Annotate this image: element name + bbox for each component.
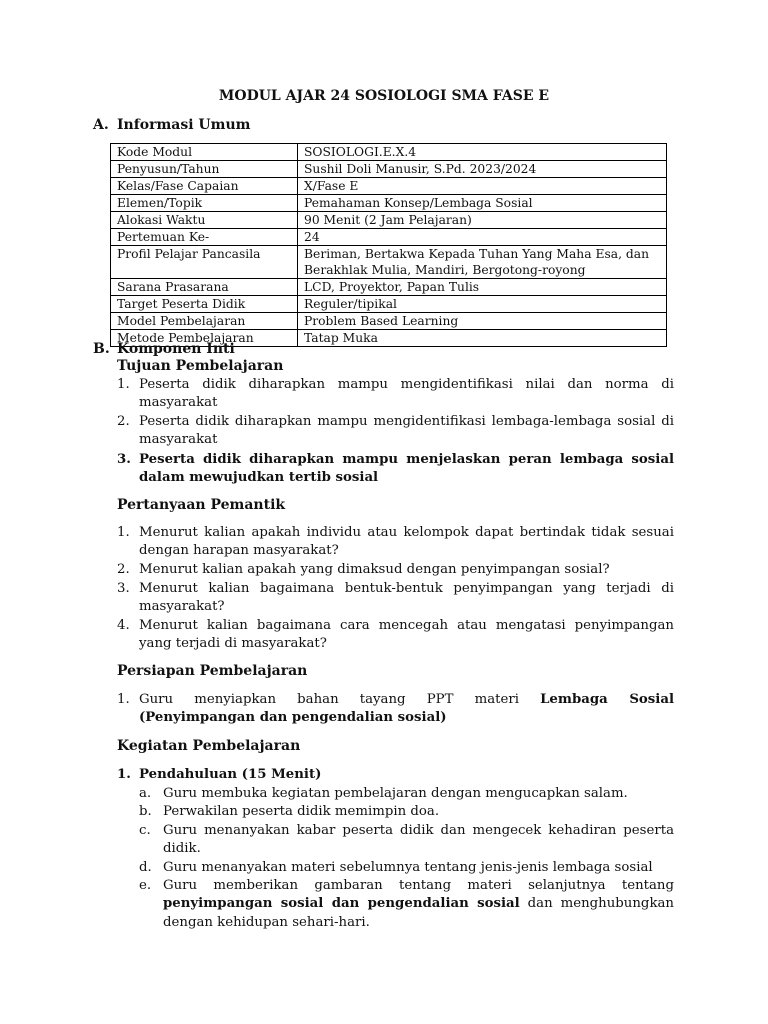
info-row — [111, 178, 667, 195]
info-row — [111, 279, 667, 296]
info-value: Tatap Muka — [298, 330, 667, 347]
kegiatan-subitem: a. Guru membuka kegiatan pembelajaran dengan mengucapkan salam. — [139, 786, 628, 801]
info-table — [110, 143, 667, 347]
info-key: Metode Pembelajaran — [111, 330, 298, 347]
info-row — [111, 246, 667, 279]
section-b-title: Komponen Inti — [117, 341, 235, 357]
kegiatan-subitem: e. Guru memberikan gambaran tentang materi selanjutnya tentang penyimpangan sosial dan pengendalian sosial dan menghubungkan dengan kehidupan sehari-hari. — [139, 878, 674, 930]
kegiatan-subitem: b. Perwakilan peserta didik memimpin doa. — [139, 804, 440, 819]
kegiatan-subitem: d. Guru menanyakan materi sebelumnya tentang jenis-jenis lembaga sosial — [139, 860, 653, 875]
tujuan-item: 3. Peserta didik diharapkan mampu menjelaskan peran lembaga sosial dalam mewujudkan tertib sosial — [117, 452, 674, 486]
pemantik-item: 4. Menurut kalian bagaimana cara mencegah atau mengatasi penyimpangan yang terjadi di masyarakat? — [117, 618, 674, 652]
info-key: Kelas/Fase Capaian — [111, 178, 298, 195]
pemantik-heading: Pertanyaan Pemantik — [117, 497, 286, 513]
persiapan-heading: Persiapan Pembelajaran — [117, 663, 308, 679]
info-value: 90 Menit (2 Jam Pelajaran) — [298, 212, 667, 229]
info-key: Kode Modul — [111, 144, 298, 161]
section-a-heading — [93, 117, 393, 135]
info-row — [111, 212, 667, 229]
info-row — [111, 296, 667, 313]
info-row — [111, 229, 667, 246]
info-value: Sushil Doli Manusir, S.Pd. 2023/2024 — [298, 161, 667, 178]
info-row — [111, 195, 667, 212]
info-row — [111, 313, 667, 330]
info-value: X/Fase E — [298, 178, 667, 195]
info-row — [111, 161, 667, 178]
document-title: MODUL AJAR 24 SOSIOLOGI SMA FASE E — [218, 88, 550, 104]
info-value: Problem Based Learning — [298, 313, 667, 330]
pemantik-item: 1. Menurut kalian apakah individu atau kelompok dapat bertindak tidak sesuai dengan harapan masyarakat? — [117, 525, 674, 559]
info-key: Pertemuan Ke- — [111, 229, 298, 246]
kegiatan-subitem: c. Guru menanyakan kabar peserta didik dan mengecek kehadiran peserta didik. — [139, 823, 674, 857]
kegiatan-step: 1. Pendahuluan (15 Menit) — [117, 767, 322, 782]
tujuan-item: 1. Peserta didik diharapkan mampu mengidentifikasi nilai dan norma di masyarakat — [117, 377, 674, 411]
info-value: Reguler/tipikal — [298, 296, 667, 313]
tujuan-item: 2. Peserta didik diharapkan mampu mengidentifikasi lembaga-lembaga sosial di masyarakat — [117, 414, 674, 448]
info-key: Profil Pelajar Pancasila — [111, 246, 298, 279]
info-key: Sarana Prasarana — [111, 279, 298, 296]
pemantik-item: 2. Menurut kalian apakah yang dimaksud dengan penyimpangan sosial? — [117, 562, 610, 577]
section-a-title: Informasi Umum — [117, 117, 251, 133]
info-value: Pemahaman Konsep/Lembaga Sosial — [298, 195, 667, 212]
section-b-letter: B. — [93, 341, 110, 357]
section-a-letter: A. — [93, 117, 109, 133]
info-value: Beriman, Bertakwa Kepada Tuhan Yang Maha Esa, dan Berakhlak Mulia, Mandiri, Bergotong-royong — [298, 246, 667, 279]
tujuan-heading: Tujuan Pembelajaran — [117, 358, 284, 374]
persiapan-item: 1. Guru menyiapkan bahan tayang PPT materi Lembaga Sosial (Penyimpangan dan pengendalian sosial) — [117, 692, 674, 726]
pemantik-item: 3. Menurut kalian bagaimana bentuk-bentuk penyimpangan yang terjadi di masyarakat? — [117, 581, 674, 615]
info-key: Penyusun/Tahun — [111, 161, 298, 178]
info-value: 24 — [298, 229, 667, 246]
info-row — [111, 144, 667, 161]
section-b-heading — [93, 341, 393, 359]
info-key: Alokasi Waktu — [111, 212, 298, 229]
kegiatan-heading: Kegiatan Pembelajaran — [117, 738, 301, 754]
info-value: SOSIOLOGI.E.X.4 — [298, 144, 667, 161]
info-key: Target Peserta Didik — [111, 296, 298, 313]
info-value: LCD, Proyektor, Papan Tulis — [298, 279, 667, 296]
info-key: Model Pembelajaran — [111, 313, 298, 330]
info-key: Elemen/Topik — [111, 195, 298, 212]
